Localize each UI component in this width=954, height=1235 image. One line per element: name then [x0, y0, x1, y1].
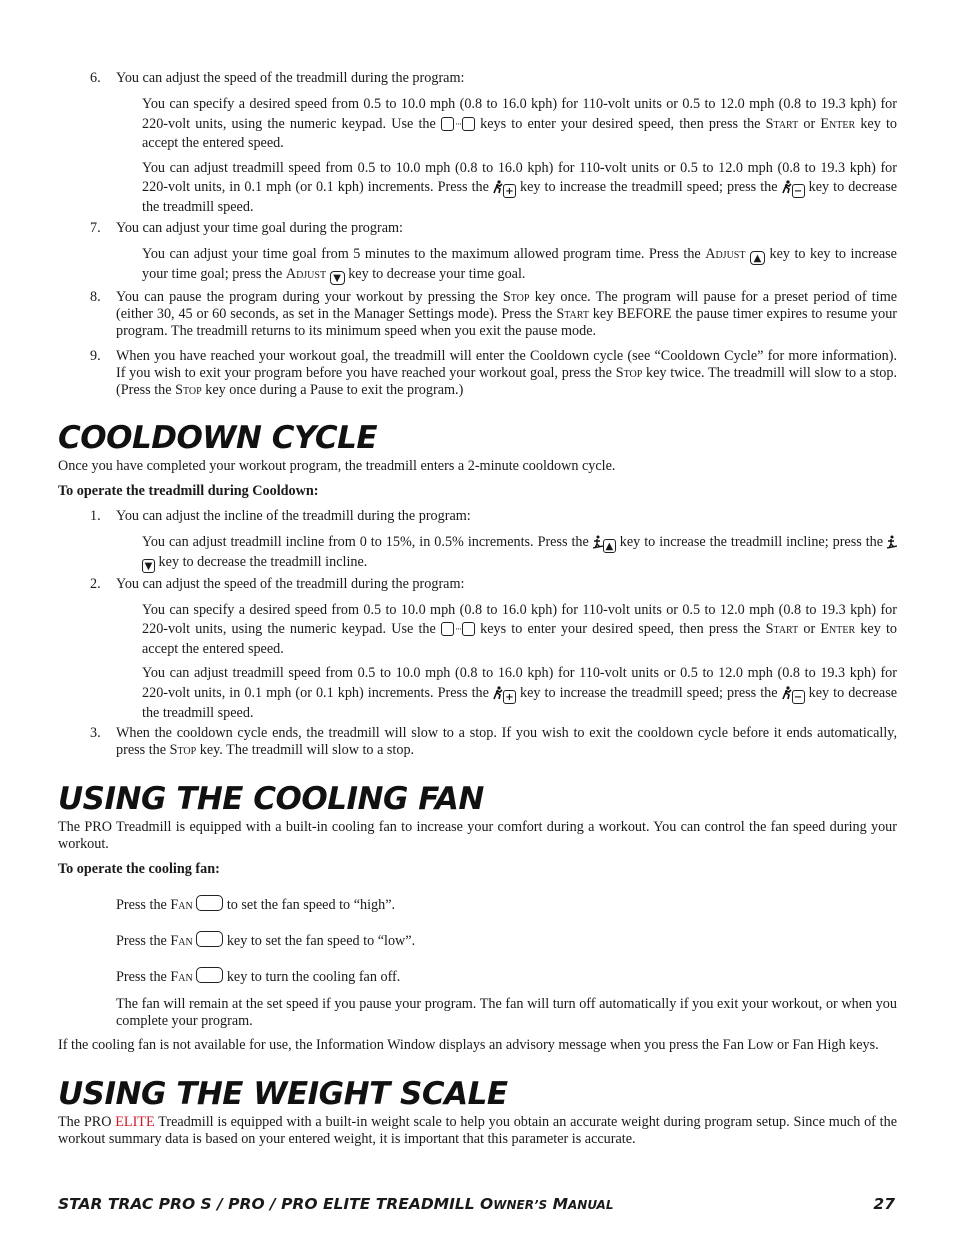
- manual-title: [58, 1196, 613, 1214]
- paragraph-text: key to increase the treadmill speed; press the: [520, 179, 778, 195]
- paragraph-text: key to increase your time goal; press the: [142, 245, 897, 282]
- step-text: You can adjust the speed of the treadmill during the program:: [116, 70, 465, 86]
- paragraph-text: Treadmill is equipped with a built-in weight scale to help you obtain an accurate weight during program setup. Since much of the workout summary data is based on your entered weight, it is important that this parameter is accurate.: [58, 1114, 898, 1147]
- ellipsis-icon: ···: [454, 624, 461, 634]
- numeric-key-range-icon: [441, 622, 454, 636]
- runner-icon: [782, 686, 792, 700]
- fan-note: The fan will remain at the set speed if you pause your program. The fan will turn off automatically if you exit your workout, or when you complete your program.: [116, 996, 897, 1029]
- footer-manual-wner: WNER: [493, 1198, 534, 1212]
- footer-manual-m: M: [552, 1195, 568, 1213]
- fan-unavailable-note: If the cooling fan is not available for use, the Information Window displays an advisory message when you press the Fan Low or Fan High keys.: [58, 1037, 879, 1053]
- step-number: 6.: [90, 70, 101, 86]
- stop-key-label: Stop: [502, 288, 530, 305]
- start-key-label: Start: [765, 115, 799, 132]
- step-text: You can adjust the speed of the treadmill during the program:: [116, 575, 465, 592]
- step-number: 7.: [90, 219, 101, 236]
- paragraph-text: You can adjust your time goal from 5 minutes to the maximum allowed program time. Press the: [142, 245, 701, 262]
- weight-scale-heading: USING THE WEIGHT SCALE: [58, 1076, 508, 1112]
- fan-intro: The PRO Treadmill is equipped with a built-in cooling fan to increase your comfort during a workout. You can control the fan speed during your workout.: [58, 819, 897, 852]
- weight-scale-paragraph: [58, 1114, 897, 1148]
- paragraph-text: The PRO: [58, 1114, 112, 1130]
- speed-down-key-icon: −: [792, 690, 805, 704]
- incline-paragraph: [142, 533, 897, 573]
- adjust-up-key-icon: ▲: [750, 251, 765, 265]
- numeric-key-range-icon: [441, 117, 454, 131]
- step-text: key once. The program will pause for a preset period of time (either 30, 45 or 60 seconds, as set in the Manager Settings mode). Press the: [116, 288, 898, 322]
- paragraph-text: key to turn the cooling fan off.: [226, 969, 401, 985]
- incline-icon: [593, 535, 603, 549]
- step-text: You can adjust the incline of the treadmill during the program:: [116, 507, 471, 524]
- adjust-down-key-icon: ▼: [330, 271, 345, 285]
- paragraph-text: or: [803, 115, 816, 132]
- paragraph-text: You can adjust treadmill speed from 0.5 to 10.0 mph (0.8 to 16.0 kph) for 110-volt units or 0.5 to 12.0 mph (0.8 to 19.3 kph) for 220-volt units, in 0.1 mph (or 0.1 kph) increments. Press the: [142, 665, 897, 701]
- paragraph-text: You can specify a desired speed from 0.5 to 10.0 mph (0.8 to 16.0 kph) for 110-volt units or 0.5 to 12.0 mph (0.8 to 19.3 kph) for 220-volt units, using the numeric keypad. Use the: [142, 601, 897, 637]
- paragraph-text: key to set the fan speed to “low”.: [226, 933, 416, 949]
- paragraph-text: key to accept the entered speed.: [142, 621, 898, 657]
- step-text: You can adjust your time goal during the program:: [116, 219, 403, 236]
- step-text: When the cooldown cycle ends, the treadmill will slow to a stop. If you wish to exit the cooldown cycle before it ends automatically, press the: [116, 725, 897, 758]
- fan-key-icon: [196, 931, 223, 947]
- step-text: key BEFORE the pause timer expires to resume your program. The treadmill returns to its minimum speed when you exit the pause mode.: [116, 305, 898, 339]
- fan-key-label: Fan: [170, 933, 193, 949]
- footer-manual-anual: ANUAL: [568, 1198, 614, 1212]
- speed-increment-paragraph: [142, 159, 897, 218]
- paragraph-text: key to decrease the treadmill incline.: [158, 553, 368, 570]
- page-footer: [58, 1196, 897, 1216]
- stop-key-label: Stop: [175, 381, 202, 398]
- paragraph-text: You can adjust treadmill incline from 0 to 15%, in 0.5% increments. Press the: [142, 533, 589, 550]
- paragraph-text: key to decrease your time goal.: [348, 265, 526, 282]
- paragraph-text: You can specify a desired speed from 0.5 to 10.0 mph (0.8 to 16.0 kph) for 110-volt units or 0.5 to 12.0 mph (0.8 to 19.3 kph) for 220-volt units, using the numeric keypad. Use the: [142, 96, 897, 132]
- paragraph-text: or: [803, 621, 816, 637]
- incline-up-key-icon: ▲: [603, 539, 616, 553]
- adjust-key-label: Adjust: [705, 245, 746, 262]
- stop-key-label: Stop: [615, 364, 643, 381]
- speed-up-key-icon: +: [503, 184, 516, 198]
- footer-manual-o: O: [480, 1195, 494, 1213]
- paragraph-text: Press the: [116, 933, 167, 949]
- runner-icon: [493, 180, 503, 194]
- footer-manual-s: ’S: [533, 1198, 548, 1212]
- speed-keypad-paragraph: [142, 95, 897, 154]
- step-text: key. The treadmill will slow to a stop.: [199, 742, 415, 758]
- paragraph-text: key to accept the entered speed.: [142, 115, 898, 151]
- fan-subhead: To operate the cooling fan:: [58, 861, 220, 877]
- speed-keypad-paragraph: [142, 601, 897, 660]
- step-text: You can pause the program during your workout by pressing the: [116, 288, 498, 305]
- runner-icon: [493, 686, 503, 700]
- numeric-key-range-end-icon: [462, 622, 475, 636]
- enter-key-label: Enter: [820, 621, 856, 637]
- time-goal-paragraph: You can adjust your time goal from 5 minutes to the maximum allowed program time. Press the Adjust ▲ key to key to increase your time goal; press the Adjust ▼ key to decrease your time goal.: [142, 245, 897, 284]
- fan-key-label: Fan: [170, 969, 193, 985]
- fan-low-line: [58, 931, 897, 950]
- step-number: 8.: [90, 288, 101, 305]
- paragraph-text: keys to enter your desired speed, then press the: [480, 115, 761, 132]
- paragraph-text: You can adjust treadmill speed from 0.5 to 10.0 mph (0.8 to 16.0 kph) for 110-volt units or 0.5 to 12.0 mph (0.8 to 19.3 kph) for 220-volt units, in 0.1 mph (or 0.1 kph) increments. Press the: [142, 159, 897, 195]
- manual-page: [58, 62, 897, 1148]
- step-6: [58, 70, 897, 87]
- paragraph-text: keys to enter your desired speed, then press the: [480, 621, 761, 637]
- step-8: [58, 289, 897, 340]
- paragraph-text: Press the: [116, 897, 167, 913]
- speed-increment-paragraph: [142, 664, 897, 723]
- stop-key-label: Stop: [169, 742, 197, 758]
- enter-key-label: Enter: [820, 115, 856, 132]
- fan-high-line: [58, 895, 897, 914]
- fan-key-icon: [196, 895, 223, 911]
- paragraph-text: to set the fan speed to “high”.: [226, 897, 396, 913]
- speed-up-key-icon: +: [503, 690, 516, 704]
- cooldown-step-1: [58, 508, 897, 525]
- cooldown-step-2: [58, 576, 897, 593]
- incline-icon: [887, 535, 897, 549]
- step-number: 1.: [90, 507, 101, 524]
- numeric-key-range-end-icon: [462, 117, 475, 131]
- step-7: [58, 220, 897, 237]
- speed-down-key-icon: −: [792, 184, 805, 198]
- start-key-label: Start: [765, 621, 799, 637]
- step-text: When you have reached your workout goal, the treadmill will enter the Cooldown cycle (see “Cooldown Cycle” for more information). If you wish to exit your program before you have reached your workout goal, press the: [116, 347, 897, 381]
- step-9: [58, 348, 897, 399]
- fan-key-label: Fan: [170, 897, 193, 913]
- step-text: key once during a Pause to exit the program.): [205, 381, 464, 398]
- paragraph-text: key to increase the treadmill speed; press the: [520, 684, 778, 701]
- cooldown-step-3: [58, 725, 897, 759]
- cooldown-intro: Once you have completed your workout program, the treadmill enters a 2-minute cooldown cycle.: [58, 457, 616, 474]
- cooldown-heading: COOLDOWN CYCLE: [58, 419, 377, 456]
- paragraph-text: Press the: [116, 969, 167, 985]
- adjust-key-label: Adjust: [285, 265, 327, 282]
- fan-key-icon: [196, 967, 223, 983]
- step-number: 3.: [90, 725, 101, 741]
- cooling-fan-heading: USING THE COOLING FAN: [58, 781, 484, 817]
- step-number: 9.: [90, 347, 101, 364]
- page-number: 27: [873, 1195, 895, 1213]
- incline-down-key-icon: ▼: [142, 559, 155, 573]
- paragraph-text: key to increase the treadmill incline; press the: [619, 533, 884, 550]
- runner-icon: [782, 180, 792, 194]
- elite-highlight: ELITE: [115, 1114, 155, 1130]
- paragraph-text: key to decrease the treadmill speed.: [142, 179, 898, 215]
- paragraph-text: key to decrease the treadmill speed.: [142, 684, 898, 721]
- fan-off-line: [58, 967, 897, 986]
- step-text: key twice. The treadmill will slow to a stop. (Press the: [116, 364, 898, 398]
- start-key-label: Start: [556, 305, 589, 322]
- ellipsis-icon: ···: [454, 118, 461, 129]
- cooldown-subhead: To operate the treadmill during Cooldown:: [58, 482, 319, 499]
- step-number: 2.: [90, 575, 101, 592]
- footer-title-text: STAR TRAC PRO S / PRO / PRO ELITE TREADMILL: [58, 1195, 475, 1213]
